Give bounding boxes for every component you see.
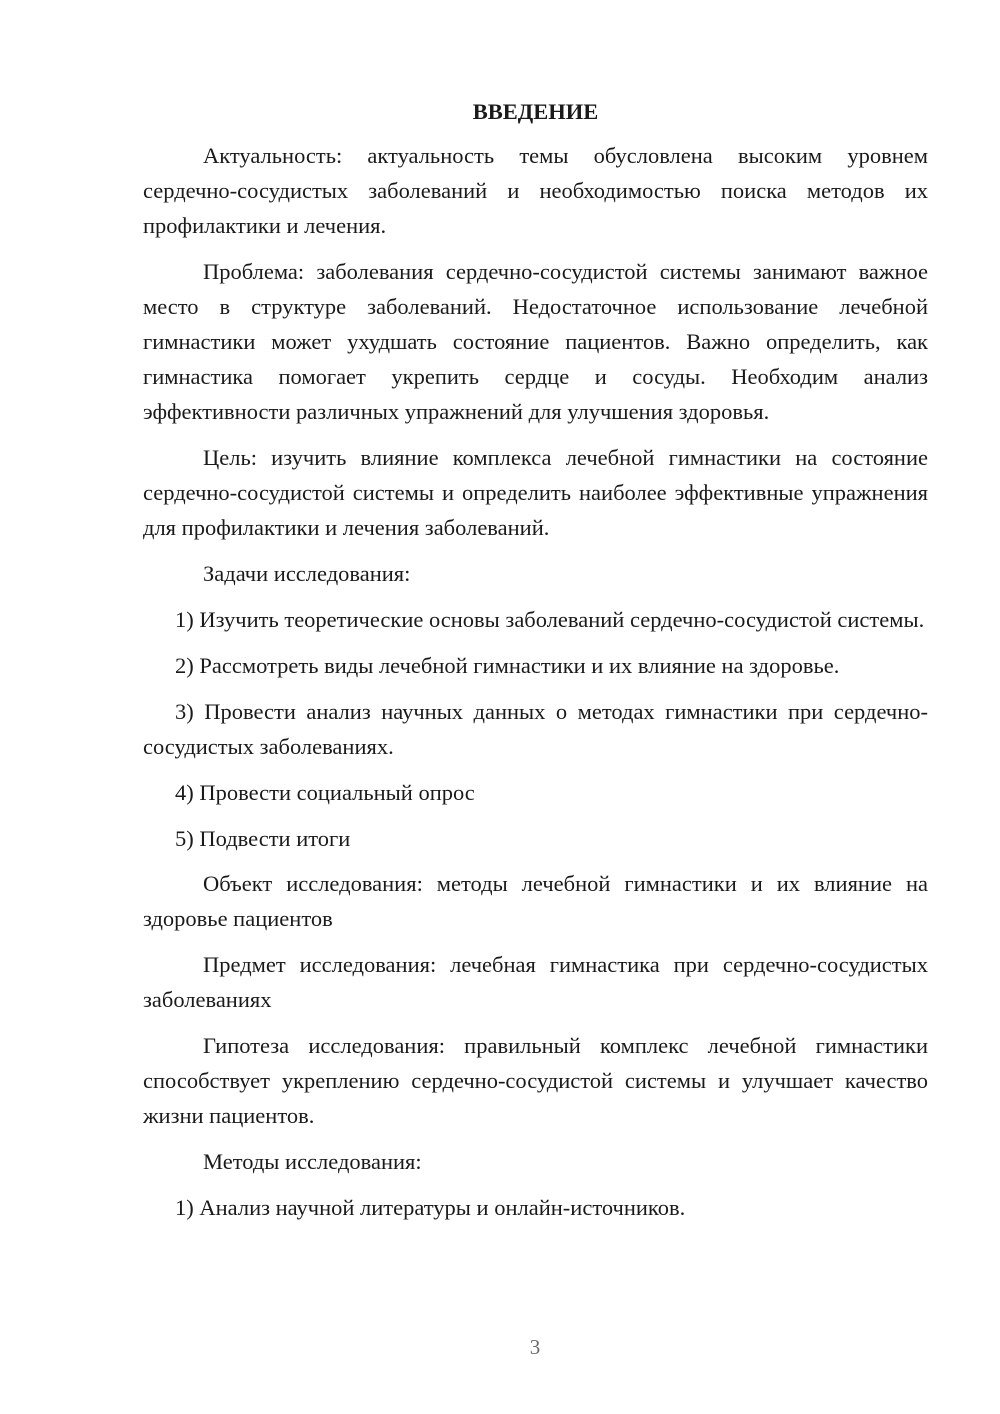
tasks-title: Задачи исследования: (203, 561, 411, 586)
task-item-2: 2) Рассмотреть виды лечебной гимнастики и их влияние на здоровье. (175, 653, 840, 678)
paragraph-relevance: Актуальность: актуальность темы обусловлена высоким уровнем сердечно-сосудистых заболеваний и необходимостью поиска методов их профилактики и лечения. (143, 143, 928, 238)
paragraph-problem: Проблема: заболевания сердечно-сосудистой системы занимают важное место в структуре заболеваний. Недостаточное использование лечебной гимнастики может ухудшать состояние пациентов. Важно определить, как гимнастика помогает укрепить сердце и сосуды. Необходим анализ эффективности различных упражнений для улучшения здоровья. (143, 259, 928, 424)
section-heading: ВВЕДЕНИЕ (472, 99, 599, 124)
paragraph-subject: Предмет исследования: лечебная гимнастика при сердечно-сосудистых заболеваниях (143, 952, 928, 1012)
paragraph-goal: Цель: изучить влияние комплекса лечебной гимнастики на состояние сердечно-сосудистой системы и определить наиболее эффективные упражнения для профилактики и лечения заболеваний. (143, 445, 928, 540)
task-item-5: 5) Подвести итоги (175, 826, 351, 851)
paragraph-hypothesis: Гипотеза исследования: правильный комплекс лечебной гимнастики способствует укреплению сердечно-сосудистой системы и улучшает качество жизни пациентов. (143, 1033, 928, 1128)
methods-title: Методы исследования: (203, 1149, 422, 1174)
method-item-1: 1) Анализ научной литературы и онлайн-источников. (175, 1195, 686, 1220)
page-number: 3 (529, 1335, 541, 1359)
paragraph-object: Объект исследования: методы лечебной гимнастики и их влияние на здоровье пациентов (143, 871, 928, 931)
document-body (143, 94, 928, 1236)
task-item-4: 4) Провести социальный опрос (175, 780, 475, 805)
task-item-1: 1) Изучить теоретические основы заболеваний сердечно-сосудистой системы. (175, 607, 925, 632)
task-item-3: 3) Провести анализ научных данных о методах гимнастики при сердечно-сосудистых заболеваниях. (143, 699, 928, 759)
